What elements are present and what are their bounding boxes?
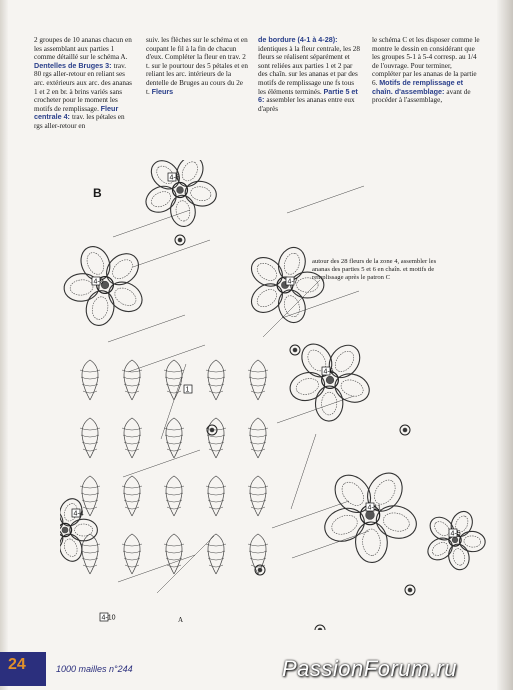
tag-label: 4-11 bbox=[367, 504, 381, 512]
pineapple-motif bbox=[208, 476, 224, 516]
pineapple-row bbox=[81, 435, 99, 437]
pineapple-row bbox=[208, 558, 224, 560]
flower-petal-inner bbox=[329, 512, 360, 538]
pineapple-motif bbox=[166, 534, 182, 574]
pineapple-motif bbox=[82, 360, 98, 400]
tag-label: 4-7 bbox=[287, 278, 298, 286]
section-heading: de bordure (4-1 à 4-28): bbox=[258, 35, 338, 44]
flower-petal-inner bbox=[430, 540, 450, 558]
pineapple-row bbox=[83, 565, 97, 567]
body-text: 2 groupes de 10 ananas chacun en les assemblant aux parties 1 comme détaillé sur le schéma A. bbox=[34, 36, 132, 62]
pineapple-row bbox=[208, 384, 224, 386]
flower-petal-inner bbox=[175, 200, 191, 222]
pineapple-row bbox=[165, 377, 183, 379]
flower-core bbox=[62, 527, 68, 533]
pineapple-row bbox=[83, 391, 97, 393]
pineapple-row bbox=[167, 449, 181, 451]
pineapple-row bbox=[251, 391, 265, 393]
pineapple-motif bbox=[166, 418, 182, 458]
pineapple-row bbox=[208, 442, 224, 444]
flower-petal bbox=[459, 530, 486, 552]
flower-core bbox=[177, 187, 184, 194]
pineapple-row bbox=[250, 442, 266, 444]
pineapple-row bbox=[248, 486, 268, 488]
pineapple-row bbox=[166, 384, 182, 386]
pineapple-row bbox=[250, 500, 266, 502]
tag-label: 4-8 bbox=[169, 174, 180, 182]
text-column-3 bbox=[258, 36, 362, 113]
rosette-core bbox=[210, 428, 214, 432]
flower-petal bbox=[83, 288, 117, 328]
pineapple-row bbox=[83, 507, 97, 509]
page-number-block bbox=[0, 652, 46, 686]
pineapple-row bbox=[123, 493, 141, 495]
flower-petal bbox=[183, 179, 218, 209]
pineapple-row bbox=[81, 551, 99, 553]
pineapple-row bbox=[165, 493, 183, 495]
rosette-core bbox=[293, 348, 297, 352]
pineapple-motif bbox=[208, 418, 224, 458]
flower-petal bbox=[103, 276, 147, 317]
body-text: assembler les ananas entre eux d'après bbox=[258, 96, 355, 113]
flower-petal-inner bbox=[254, 286, 280, 310]
pineapple-row bbox=[80, 544, 100, 546]
flower-petal-inner bbox=[149, 189, 173, 210]
flower-core bbox=[366, 511, 375, 520]
pineapple-row bbox=[80, 370, 100, 372]
mesh-line bbox=[108, 315, 185, 342]
pineapple-row bbox=[165, 551, 183, 553]
pineapple-row bbox=[82, 500, 98, 502]
pineapple-row bbox=[80, 428, 100, 430]
page-shadow-right bbox=[497, 0, 513, 690]
section-heading: Fleur centrale 4: bbox=[34, 103, 119, 122]
pineapple-row bbox=[249, 377, 267, 379]
pineapple-row bbox=[164, 370, 184, 372]
pineapple-motif bbox=[208, 360, 224, 400]
pineapple-motif bbox=[208, 534, 224, 574]
pineapple-row bbox=[209, 565, 223, 567]
mesh-line bbox=[282, 291, 359, 318]
mesh-line bbox=[128, 345, 205, 372]
pineapple-row bbox=[207, 493, 225, 495]
flower-petal bbox=[169, 194, 198, 228]
pineapple-row bbox=[166, 442, 182, 444]
mesh-line bbox=[113, 210, 190, 237]
flower-petal bbox=[424, 534, 456, 565]
rosette-core bbox=[408, 588, 412, 592]
pineapple-row bbox=[209, 449, 223, 451]
pineapple-row bbox=[249, 435, 267, 437]
pineapple-row bbox=[80, 486, 100, 488]
pineapple-row bbox=[206, 486, 226, 488]
pineapple-row bbox=[125, 507, 139, 509]
flower-petal-inner bbox=[84, 250, 107, 277]
pineapple-row bbox=[207, 435, 225, 437]
flower-petal-inner bbox=[90, 295, 110, 320]
mesh-line bbox=[123, 450, 200, 477]
pineapple-row bbox=[166, 558, 182, 560]
body-text: suiv. les flèches sur le schéma et en coupant le fil à la fin de chacun d'eux. Compléter la fleur en trav. 2 t. sur le pourtour des 5 pétales et en reliant les arc. intérieurs de la dentelle de Bruges au cours du 2e t. bbox=[146, 36, 248, 96]
flower-petal-inner bbox=[339, 377, 366, 399]
flower-petal-inner bbox=[452, 547, 467, 566]
pineapple-row bbox=[82, 384, 98, 386]
text-column-1 bbox=[34, 36, 134, 131]
pineapple-row bbox=[207, 377, 225, 379]
flower-petal-inner bbox=[321, 392, 337, 415]
pineapple-row bbox=[249, 551, 267, 553]
flower-petal bbox=[446, 542, 471, 572]
pineapple-row bbox=[207, 551, 225, 553]
pineapple-row bbox=[251, 507, 265, 509]
flower-petal-inner bbox=[463, 535, 481, 548]
pineapple-row bbox=[122, 486, 142, 488]
pineapple-row bbox=[82, 442, 98, 444]
flower-petal-inner bbox=[62, 537, 79, 558]
tag-label: 4-10 bbox=[101, 614, 116, 622]
pineapple-motif bbox=[124, 418, 140, 458]
flower-petal bbox=[355, 521, 389, 563]
pineapple-row bbox=[206, 544, 226, 546]
pineapple-row bbox=[82, 558, 98, 560]
mesh-line bbox=[291, 434, 316, 509]
section-heading: Motifs de remplissage et chaîn. d'assemblage: bbox=[372, 77, 464, 96]
section-heading: Dentelles de Bruges 3: bbox=[34, 60, 114, 70]
pineapple-row bbox=[248, 370, 268, 372]
flower-petal-inner bbox=[112, 284, 139, 309]
diagram-note: autour des 28 fleurs de la zone 4, assembler les ananas des parties 5 et 6 en chaîn. et motifs de remplissage après le patron C bbox=[312, 258, 437, 281]
body-text: identiques à la fleur centrale, les 28 fleurs se réalisent séparément et sont reliées aux parties 1 et 2 par des chaîn. sur les ananas et par des motifs de remplissage une fs tous les éléments terminés. bbox=[258, 44, 360, 96]
pineapple-row bbox=[166, 500, 182, 502]
pineapple-row bbox=[123, 435, 141, 437]
flower-petal-inner bbox=[370, 476, 399, 508]
pineapple-row bbox=[123, 377, 141, 379]
pineapple-row bbox=[83, 449, 97, 451]
pineapple-row bbox=[248, 544, 268, 546]
crochet-diagram bbox=[60, 160, 490, 630]
schema-label-a: A bbox=[178, 616, 184, 624]
pineapple-row bbox=[167, 507, 181, 509]
pineapple-row bbox=[122, 544, 142, 546]
mesh-line bbox=[133, 240, 210, 267]
mesh-line bbox=[287, 186, 364, 213]
tag-label: 4-6 bbox=[323, 368, 334, 376]
tag-label: 4-9 bbox=[93, 278, 104, 286]
pineapple-row bbox=[250, 558, 266, 560]
schema-label-b: B bbox=[93, 186, 102, 200]
pineapple-motif bbox=[166, 360, 182, 400]
flower-petal bbox=[315, 386, 344, 422]
pineapple-row bbox=[164, 486, 184, 488]
pineapple-row bbox=[124, 558, 140, 560]
flower-petal-inner bbox=[190, 185, 212, 202]
mesh-line bbox=[272, 501, 349, 528]
pineapple-row bbox=[81, 493, 99, 495]
flower-petal-inner bbox=[254, 260, 280, 284]
text-column-4 bbox=[372, 36, 482, 105]
pineapple-row bbox=[81, 377, 99, 379]
pineapple-row bbox=[167, 391, 181, 393]
pineapple-row bbox=[122, 370, 142, 372]
flower-petal bbox=[296, 338, 338, 382]
pineapple-motif bbox=[124, 476, 140, 516]
flower-petal-inner bbox=[179, 160, 201, 184]
pineapple-row bbox=[165, 435, 183, 437]
flower-petal-inner bbox=[282, 251, 302, 276]
tag-label: 1 bbox=[185, 386, 190, 394]
flower-petal-inner bbox=[362, 529, 381, 556]
magazine-title: 1000 mailles n°244 bbox=[56, 664, 133, 674]
pineapple-row bbox=[125, 449, 139, 451]
pineapple-row bbox=[248, 428, 268, 430]
pineapple-motif bbox=[250, 418, 266, 458]
section-heading: Partie 5 et 6: bbox=[258, 86, 358, 105]
text-column-2 bbox=[146, 36, 248, 96]
pineapple-row bbox=[206, 370, 226, 372]
rosette-core bbox=[258, 568, 262, 572]
pineapple-row bbox=[124, 500, 140, 502]
pineapple-row bbox=[249, 493, 267, 495]
pineapple-motif bbox=[250, 476, 266, 516]
pineapple-row bbox=[209, 391, 223, 393]
page-shadow-left bbox=[0, 0, 8, 690]
pineapple-row bbox=[164, 544, 184, 546]
flower-petal-inner bbox=[75, 524, 93, 536]
rosette-core bbox=[178, 238, 182, 242]
body-text: avant de procéder à l'assemblage, bbox=[372, 87, 471, 105]
rosette-core bbox=[403, 428, 407, 432]
pineapple-motif bbox=[82, 476, 98, 516]
flower-petal bbox=[331, 369, 373, 407]
flower-petal-inner bbox=[338, 478, 368, 510]
pineapple-row bbox=[124, 442, 140, 444]
pineapple-motif bbox=[124, 360, 140, 400]
pineapple-motif bbox=[124, 534, 140, 574]
rosette-core bbox=[318, 628, 322, 630]
pineapple-motif bbox=[250, 534, 266, 574]
pineapple-motif bbox=[82, 418, 98, 458]
section-heading: Fleurs bbox=[151, 86, 174, 96]
flower-core bbox=[326, 376, 334, 384]
pineapple-row bbox=[208, 500, 224, 502]
watermark: PassionForum.ru bbox=[282, 656, 458, 681]
pineapple-row bbox=[124, 384, 140, 386]
pineapple-motif bbox=[250, 360, 266, 400]
flower-core bbox=[452, 537, 458, 543]
body-text: le schéma C et les disposer comme le montre le dessin en considérant que les groupes 5-1 à 5-4 corresp. au 1/4 de l'ouvrage. Pour terminer, compléter par les ananas de la partie 6. bbox=[372, 36, 480, 87]
pineapple-row bbox=[209, 507, 223, 509]
flower-petal-inner bbox=[294, 376, 320, 397]
page-number: 24 bbox=[8, 656, 26, 673]
pineapple-row bbox=[122, 428, 142, 430]
tag-label: 4-5 bbox=[450, 530, 461, 538]
pineapple-row bbox=[125, 391, 139, 393]
pineapple-row bbox=[125, 565, 139, 567]
pineapple-row bbox=[206, 428, 226, 430]
pineapple-row bbox=[123, 551, 141, 553]
pineapple-row bbox=[167, 565, 181, 567]
flower-petal-inner bbox=[69, 279, 93, 296]
pineapple-row bbox=[250, 384, 266, 386]
flower-petal bbox=[70, 519, 98, 541]
pineapple-row bbox=[164, 428, 184, 430]
body-text: trav. 80 rgs aller-retour en reliant ses arc. extérieurs aux arc. des ananas 1 et 2 en br. à brins variés sans crocheter pour le moment les motifs de remplissage. bbox=[34, 61, 132, 113]
flower-petal-inner bbox=[381, 510, 411, 534]
tag-label: 4-4 bbox=[73, 510, 84, 518]
pineapple-motif bbox=[166, 476, 182, 516]
body-text: trav. les pétales en rgs aller-retour en bbox=[34, 113, 125, 130]
pineapple-row bbox=[251, 449, 265, 451]
